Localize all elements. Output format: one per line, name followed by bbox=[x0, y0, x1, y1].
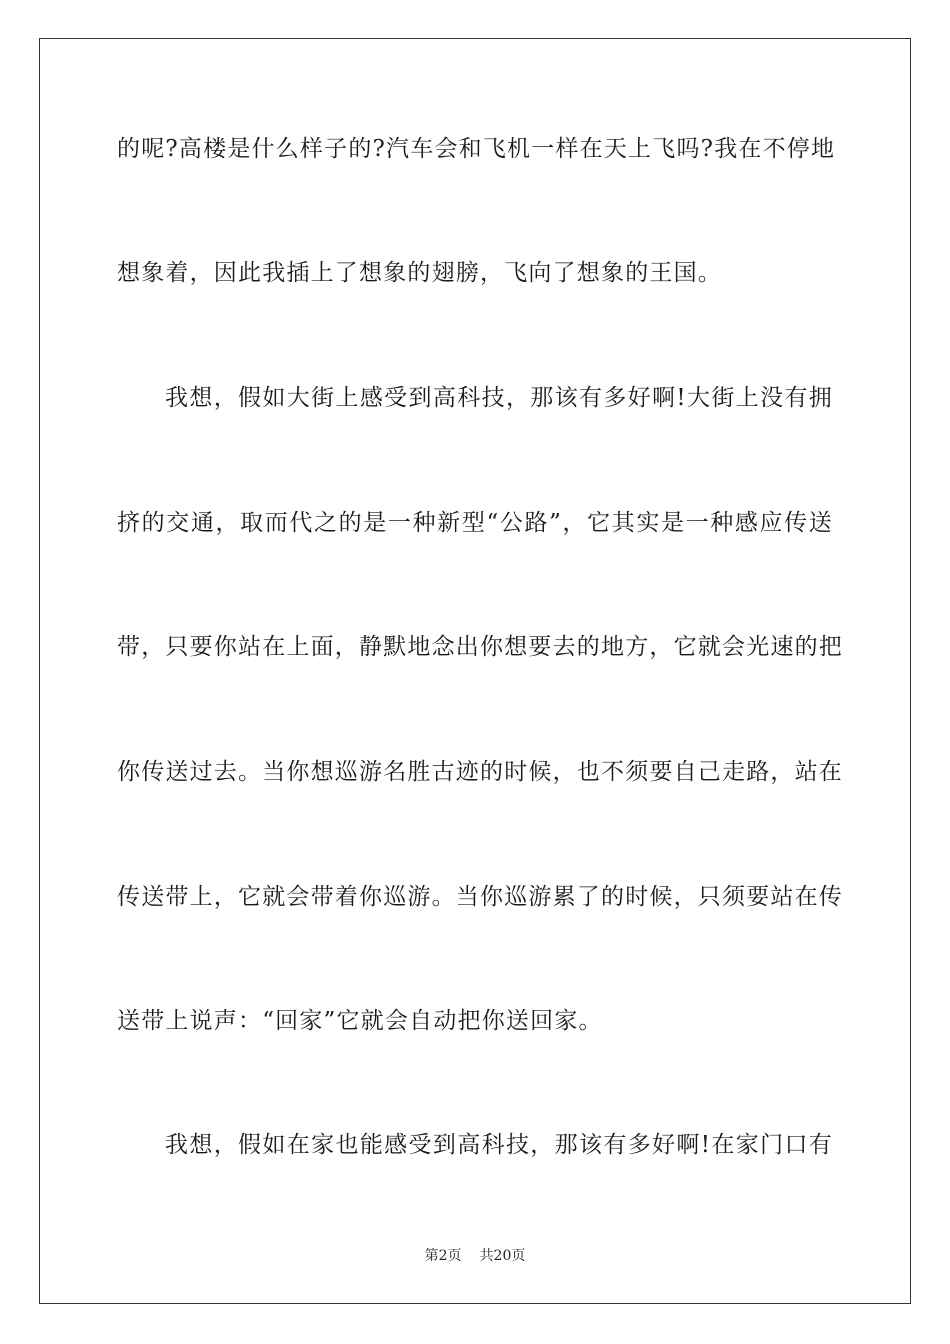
text-line: 送带上说声：“回家”它就会自动把你送回家。 bbox=[117, 1008, 603, 1034]
page-frame bbox=[39, 38, 911, 1304]
page-footer bbox=[0, 1246, 950, 1266]
paragraph-start-line: 我想，假如大街上感受到高科技，那该有多好啊!大街上没有拥 bbox=[165, 385, 833, 411]
page-number: 第2页 bbox=[424, 1248, 462, 1264]
paragraph-start-line: 我想，假如在家也能感受到高科技，那该有多好啊!在家门口有 bbox=[165, 1132, 833, 1158]
text-line: 带，只要你站在上面，静默地念出你想要去的地方，它就会光速的把 bbox=[117, 634, 843, 660]
text-line: 想象着，因此我插上了想象的翅膀，飞向了想象的王国。 bbox=[117, 260, 722, 286]
text-line: 挤的交通，取而代之的是一种新型“公路”，它其实是一种感应传送 bbox=[117, 510, 833, 536]
text-line: 你传送过去。当你想巡游名胜古迹的时候，也不须要自己走路，站在 bbox=[117, 759, 843, 785]
text-line: 传送带上，它就会带着你巡游。当你巡游累了的时候，只须要站在传 bbox=[117, 884, 843, 910]
text-line: 的呢?高楼是什么样子的?汽车会和飞机一样在天上飞吗?我在不停地 bbox=[117, 136, 836, 162]
page-total: 共20页 bbox=[479, 1248, 526, 1264]
